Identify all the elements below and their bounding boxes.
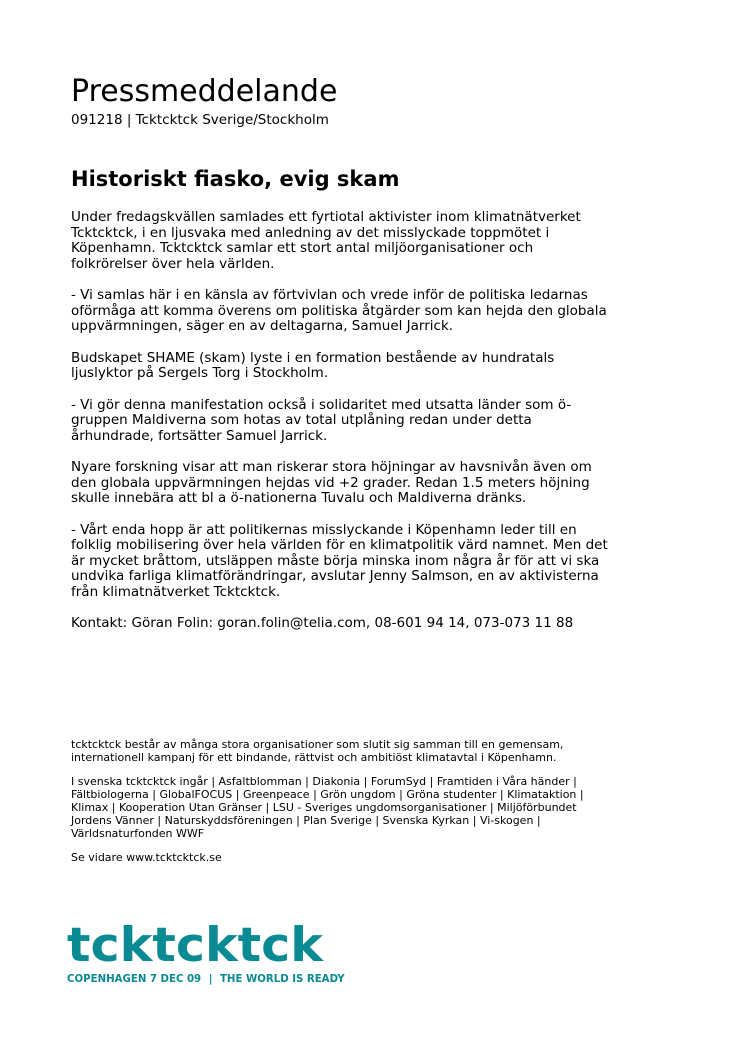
text-line: gruppen Maldiverna som hotas av total utplåning redan under detta	[71, 412, 532, 428]
paragraph-1	[71, 210, 676, 272]
footer	[71, 738, 676, 875]
logo-tagline-separator: |	[208, 974, 213, 985]
text-line: undvika farliga klimatförändringar, avslutar Jenny Salmson, en av aktivisterna	[71, 568, 599, 584]
footer-about	[71, 738, 676, 764]
paragraph-4	[71, 398, 676, 445]
text-line: - Vi samlas här i en känsla av förtvivlan och vrede inför de politiska ledarnas	[71, 287, 588, 303]
footer-website	[71, 851, 676, 864]
text-line: Tcktcktck, i en ljusvaka med anledning av det misslyckade toppmötet i	[71, 224, 550, 241]
paragraph-2	[71, 288, 676, 335]
article-body	[71, 210, 676, 632]
text-line: skulle innebära att bl a ö-nationerna Tuvalu och Maldiverna dränks.	[71, 490, 527, 506]
tcktcktck-logo	[66, 918, 345, 987]
text-line: Världsnaturfonden WWF	[71, 827, 205, 840]
text-line: Fältbiologerna | GlobalFOCUS | Greenpeace | Grön ungdom | Gröna studenter | Klimataktion |	[71, 788, 584, 801]
text-line: Under fredagskvällen samlades ett fyrtiotal aktivister inom klimatnätverket	[71, 209, 581, 225]
text-line: folklig mobilisering över hela världen för en klimatpolitik värd namnet. Men det	[71, 537, 608, 553]
paragraph-6	[71, 523, 676, 601]
website-text: Se vidare www.tcktcktck.se	[71, 851, 222, 864]
text-line: århundrade, fortsätter Samuel Jarrick.	[71, 427, 328, 444]
text-line: tcktcktck består av många stora organisationer som slutit sig samman till en gemensam,	[71, 738, 564, 751]
text-line: internationell kampanj för ett bindande, rättvist och ambitiöst klimatavtal i Köpenhamn.	[71, 751, 557, 764]
text-line: oförmåga att komma överens om politiska åtgärder som kan hejda den globala	[71, 302, 607, 319]
text-line: folkrörelser över hela världen.	[71, 255, 275, 272]
logo-tagline	[67, 974, 345, 985]
footer-members	[71, 775, 676, 840]
logo-tagline-left: COPENHAGEN 7 DEC 09	[67, 974, 202, 985]
text-line: Köpenhamn. Tcktcktck samlar ett stort antal miljöorganisationer och	[71, 240, 534, 256]
text-line: från klimatnätverket Tcktcktck.	[71, 583, 281, 600]
text-line: är mycket bråttom, utsläppen måste börja minska inom några år för att vi ska	[71, 552, 600, 569]
logo-wordmark: tcktcktck	[67, 918, 325, 973]
text-line: Jordens Vänner | Naturskyddsföreningen | Plan Sverige | Svenska Kyrkan | Vi-skogen |	[71, 814, 541, 827]
logo-tagline-right: THE WORLD IS READY	[219, 974, 345, 985]
text-line: I svenska tcktcktck ingår | Asfaltblomman | Diakonia | ForumSyd | Framtiden i Våra händer |	[71, 775, 577, 788]
text-line: ljuslyktor på Sergels Torg i Stockholm.	[71, 365, 329, 381]
headline: Historiskt fiasko, evig skam	[71, 167, 400, 191]
text-line: den globala uppvärmningen hejdas vid +2 grader. Redan 1.5 meters höjning	[71, 474, 590, 491]
document-title: Pressmeddelande	[71, 74, 338, 109]
text-line: Budskapet SHAME (skam) lyste i en formation bestående av hundratals	[71, 349, 555, 366]
contact-line: Kontakt: Göran Folin: goran.folin@telia.com, 08-601 94 14, 073-073 11 88	[71, 615, 574, 631]
logo-graphic	[66, 918, 345, 987]
text-line: Nyare forskning visar att man riskerar stora höjningar av havsnivån även om	[71, 459, 592, 475]
document-date-location: 091218 | Tcktcktck Sverige/Stockholm	[71, 112, 329, 128]
text-line: uppvärmningen, säger en av deltagarna, Samuel Jarrick.	[71, 318, 454, 334]
text-line: - Vi gör denna manifestation också i solidaritet med utsatta länder som ö-	[71, 396, 572, 413]
paragraph-5	[71, 460, 676, 507]
text-line: - Vårt enda hopp är att politikernas misslyckande i Köpenhamn leder till en	[71, 521, 577, 538]
text-line: Klimax | Kooperation Utan Gränser | LSU - Sveriges ungdomsorganisationer | Miljöförbundet	[71, 801, 577, 814]
paragraph-3	[71, 351, 676, 382]
